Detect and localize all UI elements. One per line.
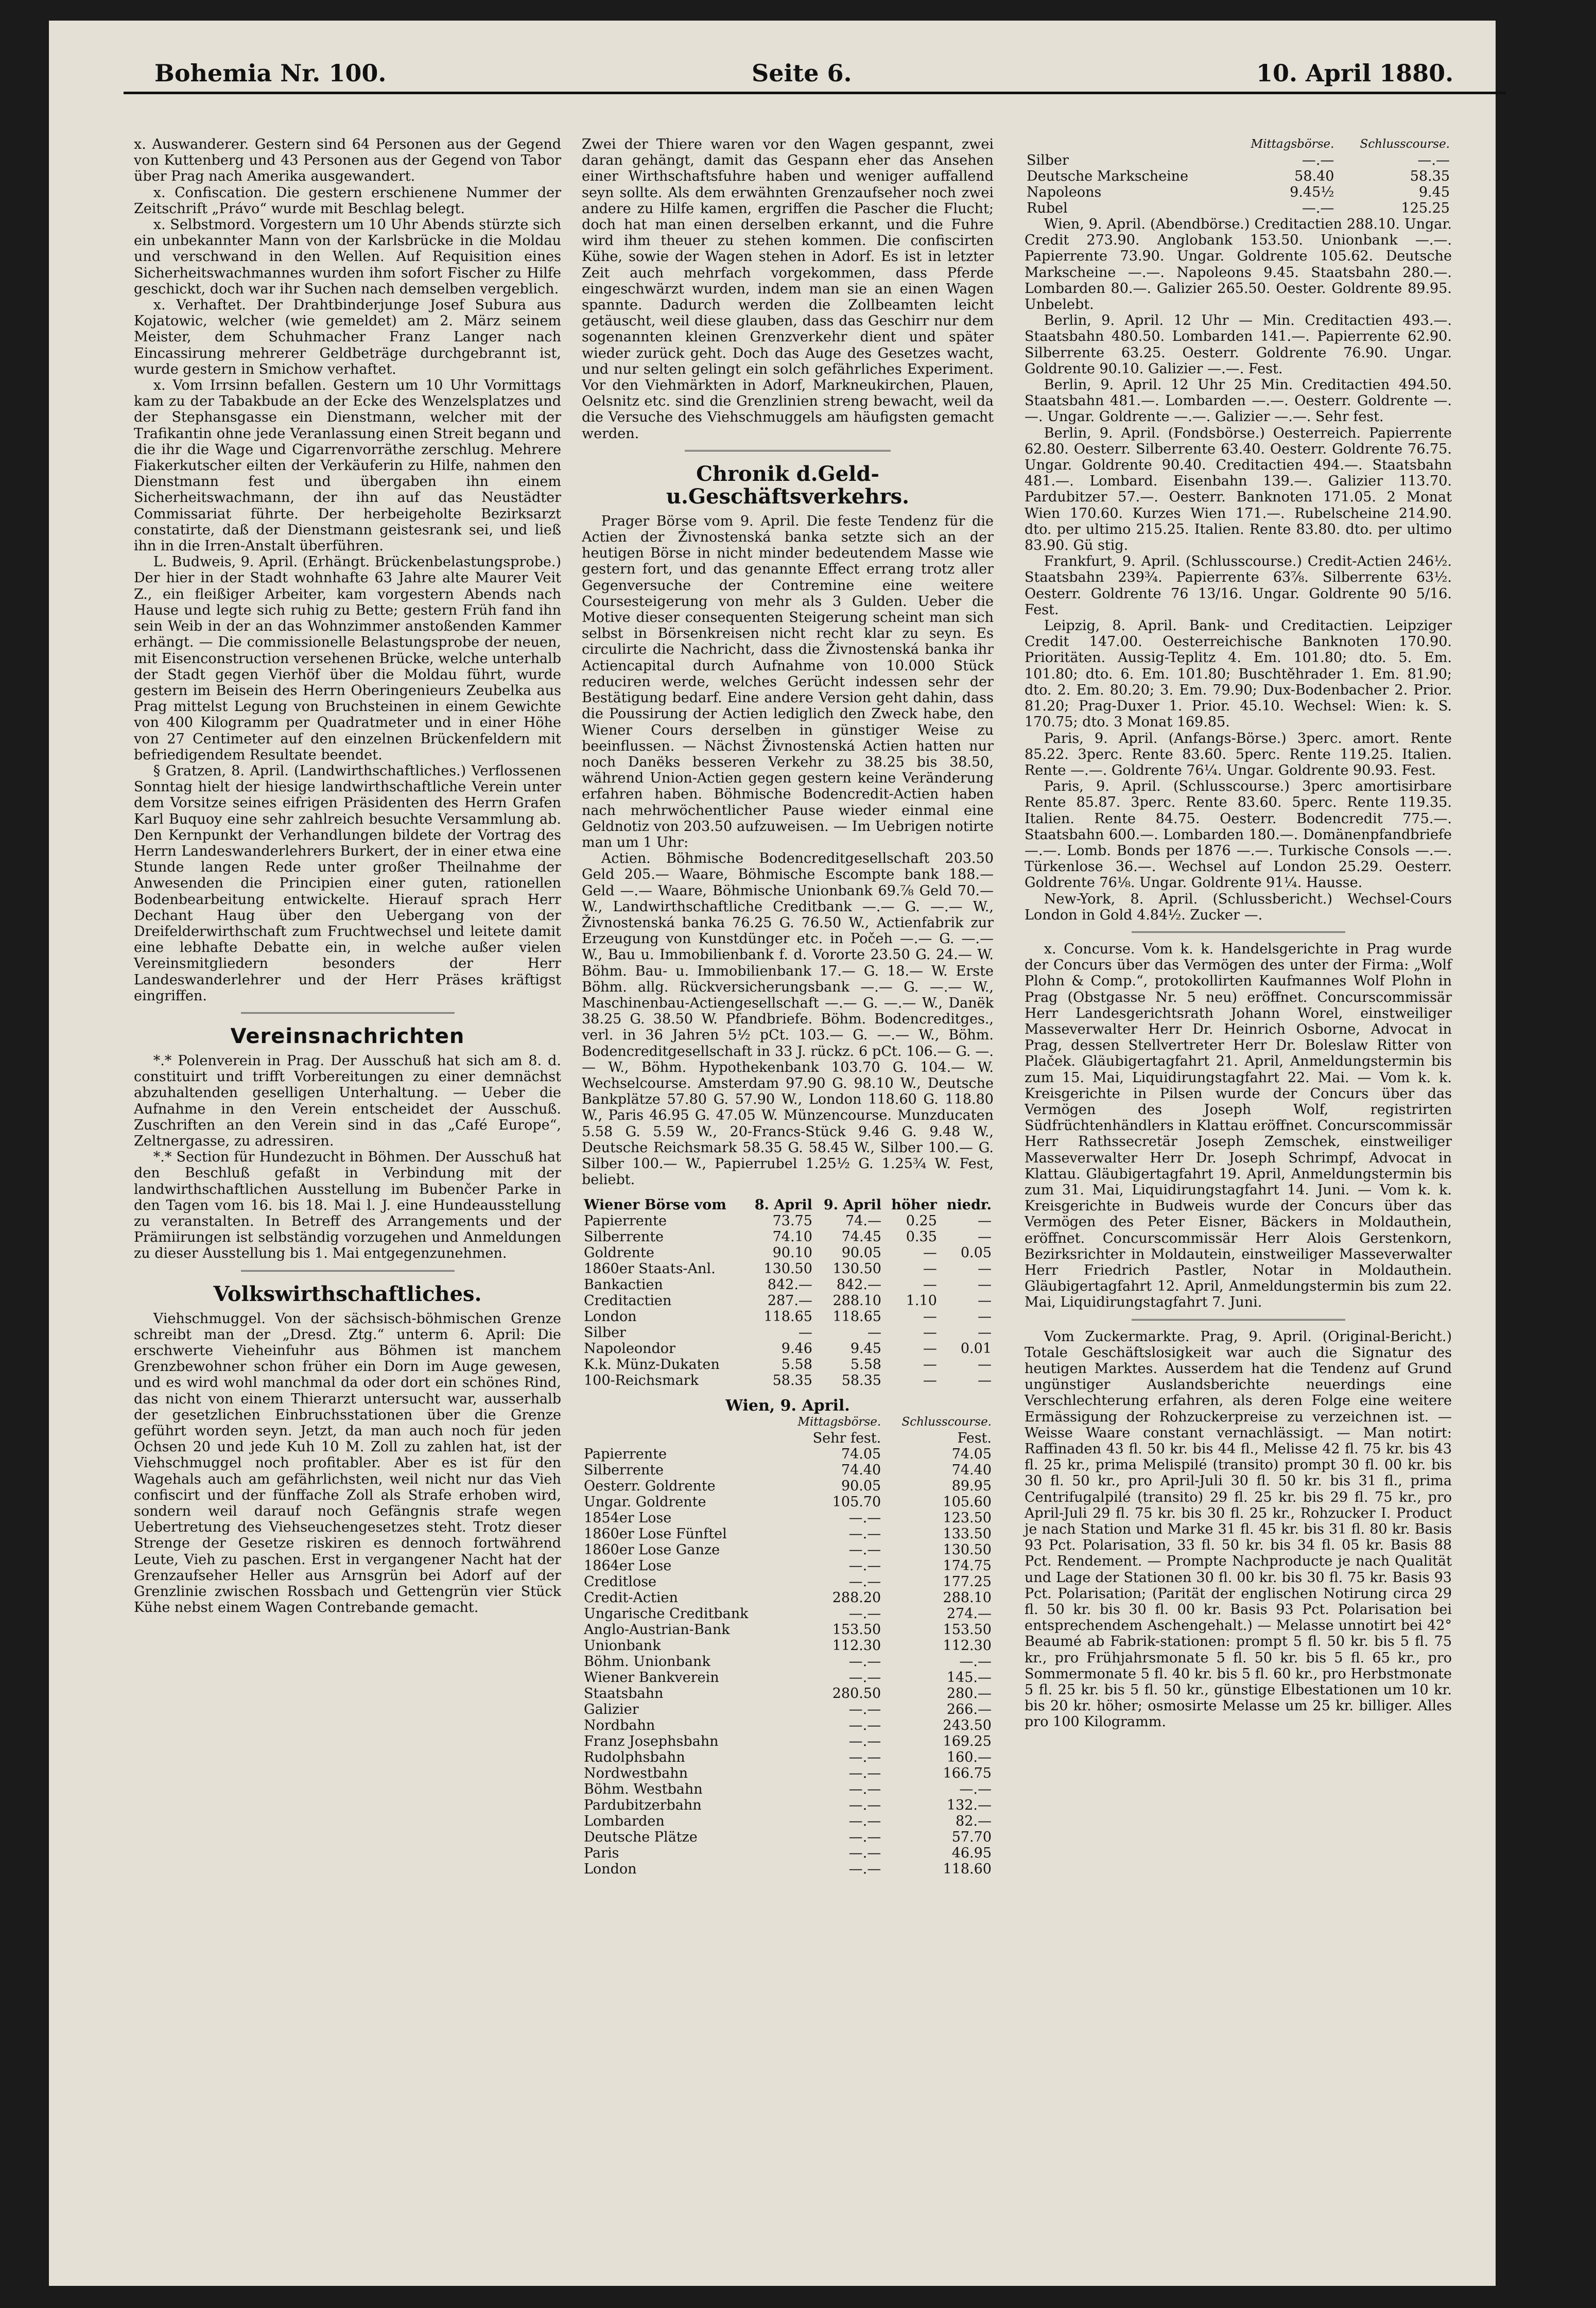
table-cell: —.— <box>848 1733 881 1749</box>
table-row <box>582 1245 994 1261</box>
table-cell: 1.10 <box>906 1293 937 1309</box>
article: x. Selbstmord. Vorgestern um 10 Uhr Abends stürzte sich ein unbekannter Mann von der Karlsbrücke in die Moldau und verschwand in den Wellen. Auf Requisition eines Sicherheitswachmannes wurden ihm sofort Fischer zu Hilfe geschickt, doch war ihr Suchen nach demselben vergeblich. <box>134 217 561 297</box>
table-cell: Creditlose <box>584 1573 657 1590</box>
table-row <box>582 1845 994 1861</box>
table-cell: —.— <box>848 1653 881 1670</box>
table-cell: —.— <box>848 1765 881 1781</box>
market-reports <box>1025 216 1452 923</box>
table-row <box>1025 168 1452 184</box>
table-body <box>582 1213 994 1389</box>
table-cell: Unionbank <box>584 1637 661 1654</box>
table-cell: 9.46 <box>781 1341 812 1357</box>
table-cell: 1860er Lose Ganze <box>584 1541 720 1558</box>
table-row <box>582 1309 994 1325</box>
article: Actien. Böhmische Bodencreditgesellschaft 203.50 Geld 205.— Waare, Böhmische Escompte bank 188.— Geld —.— Waare, Böhmische Unionbank 69.⅞ Geld 70.— W., Landwirthschaftliche Creditbank —.— G. —.— W., Živnostenská banka 76.25 G. 76.50 W., Actienfabrik zur Erzeugung von Kunstdünger etc. in Počeh —.— G. —.— W., Bau u. Immobilienbank f. d. Vororte 23.50 G. 24.— W. Böhm. Bau- u. Immobilienbank 17.— G. 18.— W. Erste Böhm. allg. Rückversicherungsbank —.— G. —.— W., Maschinenbau-Actiengesellschaft —.— G. —.— W., Danëk 38.25 G. 38.50 W. Pfandbriefe. Böhm. Bodencreditges., verl. in 36 Jahren 5½ pCt. 103.— G. —.— W., Böhm. Bodencreditgesellschaft in 33 J. rückz. 6 pCt. 106.— G. —.— W., Böhm. Hypothekenbank 103.70 G. 104.— W. Wechselcourse. Amsterdam 97.90 G. 98.10 W., Deutsche Bankplätze 57.80 G. 57.90 W., London 118.60 G. 118.80 W., Paris 46.95 G. 47.05 W. Münzencourse. Munzducaten 5.58 G. 5.59 W., 20-Francs-Stück 9.46 G. 9.48 W., Deutsche Reichsmark 58.35 G. 58.45 W., Silber 100.— G. Silber 100.— W., Papierrubel 1.25½ G. 1.25¾ W. Fest, beliebt. <box>582 851 994 1188</box>
table-row <box>582 1478 994 1494</box>
table-row <box>582 1325 994 1341</box>
article: Zwei der Thiere waren vor den Wagen gespannt, zwei daran gehängt, damit das Gespann eher das Ansehen einer Wirthschaftsfuhre haben und weniger auffallend seyn sollte. Als dem erwähnten Grenzaufseher noch zwei andere zu Hilfe kamen, ergriffen die Pascher die Flucht; doch hat man einen derselben erkannt, und die Fuhre wird ihm theuer zu stehen kommen. Die confiscirten Kühe, sowie der Wagen stehen in Adorf. Es ist in letzter Zeit auch mehrfach vorgekommen, dass Pferde eingeschwärzt wurden, indem man sie an einen Wagen spannte. Dadurch werden die Zollbeamten leicht getäuscht, weil diese glauben, dass das Geschirr nur dem sogenannten kleinen Grenzverkehr dient und später wieder zurück geht. Doch das Auge des Gesetzes wacht, und nur selten gelingt ein solch gefährliches Experiment. Vor den Viehmärkten in Adorf, Markneukirchen, Plauen, Oelsnitz etc. sind die Grenzlinien streng bewacht, weil da die Versuche des Viehschmuggels am häufigsten gemacht werden. <box>582 136 994 442</box>
table-cell: Papierrente <box>584 1213 667 1229</box>
table-cell: Rubel <box>1027 200 1068 216</box>
table-subhead: Mittagsbörse. <box>797 1415 881 1429</box>
table-cell: —.— <box>959 1781 992 1797</box>
table-row <box>582 1357 994 1373</box>
table-cell: 118.60 <box>943 1861 992 1877</box>
table-cell: 166.75 <box>943 1765 992 1781</box>
table-cell: Silber <box>584 1325 626 1341</box>
market-report: Frankfurt, 9. April. (Schlusscourse.) Credit-Actien 246½. Staatsbahn 239¾. Papierrente 63⅞. Silberrente 63½. Oesterr. Goldrente 76 13/16. Ungar. Goldrente 90 5/16. Fest. <box>1025 553 1452 618</box>
table-cell: 9.45½ <box>1290 184 1334 200</box>
table-cell: 90.10 <box>772 1245 812 1261</box>
table-header: 9. April <box>823 1197 881 1213</box>
table-cell: 9.45 <box>1418 184 1450 200</box>
table-row <box>582 1510 994 1526</box>
table-cell: 90.05 <box>841 1478 881 1494</box>
table-cell: —.— <box>848 1781 881 1797</box>
table-cell: 145.— <box>946 1669 992 1686</box>
table-cell: 46.95 <box>951 1845 992 1861</box>
table-cell: K.k. Münz-Dukaten <box>584 1357 720 1373</box>
market-report: Leipzig, 8. April. Bank- und Creditactien. Leipziger Credit 147.00. Oesterreichische Banknoten 170.90. Prioritäten. Aussig-Teplitz 4. Em. 101.80; dto. 5. Em. 101.80; dto. 6. Em. 101.80; Buschtěhrader 1. Em. 81.90; dto. 2. Em. 80.20; 3. Em. 79.90; Dux-Bodenbacher 2. Prior. 81.20; Prag-Duxer 1. Prior. 45.10. Wechsel: Wien: k. S. 170.75; dto. 3 Monat 169.85. <box>1025 618 1452 731</box>
table-cell: 112.30 <box>832 1637 881 1654</box>
table-cell: 280.50 <box>832 1685 881 1702</box>
table-row <box>582 1590 994 1606</box>
table-cell: 9.45 <box>850 1341 881 1357</box>
table-cell: Papierrente <box>584 1446 667 1462</box>
table-cell: 243.50 <box>943 1717 992 1733</box>
table-cell: 160.— <box>946 1749 992 1765</box>
divider <box>685 450 891 452</box>
table-cell: 118.65 <box>764 1309 812 1325</box>
table-header: niedr. <box>946 1197 992 1213</box>
table-cell: —.— <box>848 1669 881 1686</box>
table-cell: 842.— <box>836 1277 881 1293</box>
wien-course-table <box>582 1414 994 1877</box>
table-row <box>582 1494 994 1510</box>
table-cell: —.— <box>1302 200 1334 216</box>
table-cell: 125.25 <box>1401 200 1450 216</box>
divider <box>241 1012 455 1014</box>
table-cell: 288.10 <box>943 1589 992 1606</box>
table-cell: — <box>798 1325 812 1341</box>
table-cell: —.— <box>959 1653 992 1670</box>
table-cell: 58.35 <box>772 1373 812 1389</box>
section-title-chronik: Chronik d.Geld-u.Geschäftsverkehrs. <box>666 461 910 509</box>
header-center: Seite 6. <box>752 59 852 87</box>
table-row <box>582 1813 994 1829</box>
table-cell: —.— <box>848 1861 881 1877</box>
table-cell: 105.70 <box>832 1494 881 1510</box>
table-cell: —.— <box>1417 152 1450 168</box>
table-cell: Anglo-Austrian-Bank <box>584 1621 730 1638</box>
table-cell: —.— <box>848 1829 881 1845</box>
section-title-vereinsnachrichten: Vereinsnachrichten <box>230 1024 465 1048</box>
table-cell: — <box>978 1293 992 1309</box>
wiener-boerse-table <box>582 1197 994 1389</box>
table-cell: 100-Reichsmark <box>584 1373 699 1389</box>
article: L. Budweis, 9. April. (Erhängt. Brückenbelastungsprobe.) Der hier in der Stadt wohnhafte 63 Jahre alte Maurer Veit Z., ein fleißiger Arbeiter, kam vorgestern Abends nach Hause und legte sich ruhig zu Bette; gestern Früh fand ihn sein Weib in der an das Wohnzimmer anstoßenden Kammer erhängt. — Die commissionelle Belastungsprobe der neuen, mit Eisenconstruction versehenen Brücke, welche unterhalb der Stadt gegen Vierhöf über die Moldau führt, wurde gestern im Beisein des Herrn Oberingenieurs Zeubelka aus Prag mittelst Legung von Bruchsteinen in einem Gewichte von 400 Kilogramm per Quadratmeter und in einer Höhe von 27 Centimeter auf den einzelnen Brückenfeldern mit befriedigendem Resultate beendet. <box>134 554 561 763</box>
table-row <box>1025 152 1452 168</box>
table-row <box>582 1229 994 1245</box>
table-row <box>582 1829 994 1845</box>
table-cell: 0.05 <box>960 1245 992 1261</box>
market-report: Paris, 9. April. (Schlusscourse.) 3perc amortisirbare Rente 85.87. 3perc. Rente 83.60. 5perc. Rente 119.35. Italien. Rente 84.75. Oesterr. Bodencredit 775.—. Staatsbahn 600.—. Lombarden 180.—. Domänenpfandbriefe —.—. Lomb. Bonds per 1876 —.—. Turkische Consols —.—. Türkenlose 36.—. Wechsel auf London 25.29. Oesterr. Goldrente 76⅛. Ungar. Goldrente 91¼. Hausse. <box>1025 778 1452 891</box>
table-cell: 153.50 <box>832 1621 881 1638</box>
table-row <box>582 1797 994 1813</box>
table-cell: —.— <box>848 1701 881 1717</box>
table-cell: — <box>978 1261 992 1277</box>
table-cell: Deutsche Markscheine <box>1027 168 1189 184</box>
table-cell: Lombarden <box>584 1813 665 1829</box>
table-cell: Silberrente <box>584 1462 664 1478</box>
table-row <box>582 1670 994 1686</box>
market-report: Wien, 9. April. (Abendbörse.) Creditactien 288.10. Ungar. Credit 273.90. Anglobank 153.50. Unionbank —.—. Papierrente 73.90. Ungar. Goldrente 105.62. Deutsche Markscheine —.—. Napoleons 9.45. Staatsbahn 280.—. Lombarden 80.—. Galizier 265.50. Oester. Goldrente 89.95. Unbelebt. <box>1025 216 1452 313</box>
table-row <box>582 1373 994 1389</box>
table-cell: — <box>923 1261 937 1277</box>
table-subhead: Sehr fest. <box>812 1430 881 1446</box>
table-cell: — <box>923 1325 937 1341</box>
table-cell: 5.58 <box>781 1357 812 1373</box>
table-cell: —.— <box>848 1557 881 1574</box>
table-cell: Bankactien <box>584 1277 663 1293</box>
table-row <box>582 1702 994 1717</box>
divider <box>241 1270 455 1272</box>
table-row <box>582 1213 994 1229</box>
table-cell: Silber <box>1027 152 1069 168</box>
table-cell: 74.10 <box>772 1229 812 1245</box>
table-row <box>582 1733 994 1749</box>
table-cell: —.— <box>848 1573 881 1590</box>
article-zuckermarkt: Vom Zuckermarkte. Prag, 9. April. (Original-Bericht.) Totale Geschäftslosigkeit war auch die Signatur des heutigen Marktes. Ausserdem hat die Tendenz auf Grund ungünstiger Auslandsberichte neuerdings eine Verschlechterung erfahren, als deren Folge eine weitere Ermässigung der Rohzuckerpreise zu verzeichnen ist. — Weisse Waare constant vernachlässigt. — Man notirt: Raffinaden 43 fl. 50 kr. bis 44 fl., Melisse 42 fl. 75 kr. bis 43 fl. 25 kr., prima Melispilé (transito) prompt 30 fl. 00 kr. bis 30 fl. 50 kr., pro April-Juli 30 fl. 50 kr. bis 31 fl., prima Centrifugalpilé (transito) 29 fl. 25 kr. bis 29 fl. 75 kr., pro April-Juli 29 fl. 75 kr. bis 30 fl. 25 kr., Rohzucker I. Product je nach Station und Marke 31 fl. 45 kr. bis 31 fl. 80 kr. Basis 93 Pct. Polarisation, 33 fl. 50 kr. bis 34 fl. 05 kr. Basis 88 Pct. Rendement. — Prompte Nachproducte je nach Qualität und Lage der Stationen 30 fl. 00 kr. bis 30 fl. 75 kr. Basis 93 Pct. Polarisation; (Parität der englischen Notirung circa 29 fl. 50 kr. bis 30 fl. 00 kr. Basis 93 Pct. Polarisation bei entsprechendem Aschengehalt.) — Melasse unnotirt bei 42° Beaumé ab Fabrik-stationen: prompt 5 fl. 50 kr. bis 5 fl. 75 kr., pro Frühjahrsmonate 5 fl. 50 kr. bis 5 fl. 65 kr., pro Sommermonate 5 fl. 40 kr. bis 5 fl. 60 kr., pro Herbstmonate 5 fl. 25 kr. bis 5 fl. 50 kr., günstige Elbestationen um 10 kr. bis 20 kr. höher; osmosirte Melasse um 25 kr. billiger. Alles pro 100 Kilogramm. <box>1025 1328 1452 1730</box>
table-header: 8. April <box>754 1197 812 1213</box>
table-cell: 274.— <box>946 1605 992 1622</box>
table-row <box>582 1781 994 1797</box>
top-course-table <box>1025 136 1452 216</box>
table-cell: Silberrente <box>584 1229 664 1245</box>
article: Prager Börse vom 9. April. Die feste Tendenz für die Actien der Živnostenská banka setzte sich an der heutigen Börse in nicht minder bedeutendem Masse wie gestern fort, und das genannte Effect errang trotz aller Gegenversuche der Contremine eine weitere Coursesteigerung von mehr als 3 Gulden. Ueber die Motive dieser consequenten Steigerung scheint man sich selbst in Börsenkreisen nicht recht klar zu seyn. Es circulirte die Nachricht, dass die Živnostenská banka ihr Actiencapital durch Aufnahme von 10.000 Stück reduciren werde, welches Gerücht indessen sehr der Bestätigung bedarf. Eine andere Version geht dahin, dass die Poussirung der Actien lediglich den Zweck habe, den Wiener Cours derselben in günstiger Weise zu beeinflussen. — Nächst Živnostenská Actien hatten nur noch Danëks besseren Verkehr zu 38.25 bis 38.50, während Union-Actien gegen gestern keine Veränderung erfahren haben. Böhmische Bodencredit-Actien haben nach mehrwöchentlicher Pause wieder einmal eine Geldnotiz von 203.50 aufzuweisen. — Im Uebrigen notirte man um 1 Uhr: <box>582 513 994 851</box>
table-cell: 1860er Lose Fünftel <box>584 1525 727 1542</box>
table-cell: Goldrente <box>584 1245 654 1261</box>
table-cell: —.— <box>848 1797 881 1813</box>
table-row <box>582 1861 994 1877</box>
header-right: 10. April 1880. <box>1256 59 1454 87</box>
article: x. Confiscation. Die gestern erschienene Nummer der Zeitschrift „Právo“ wurde mit Beschlag belegt. <box>134 184 561 217</box>
table-cell: —.— <box>848 1717 881 1733</box>
table-cell: 58.35 <box>1410 168 1450 184</box>
article: *.* Polenverein in Prag. Der Ausschuß hat sich am 8. d. constituirt und trifft Vorbereitungen zu einer demnächst abzuhaltenden geselligen Unterhaltung. — Ueber die Aufnahme in den Verein entscheidet der Ausschuß. Zuschriften an den Verein sind in das „Café Europe“, Zeltnergasse, zu adressiren. <box>134 1052 561 1149</box>
header-rule <box>124 92 1506 94</box>
table-header: Wiener Börse vom <box>584 1197 726 1213</box>
table-cell: —.— <box>848 1749 881 1765</box>
column-3 <box>1025 136 1452 1730</box>
table-cell: Nordbahn <box>584 1717 655 1733</box>
divider <box>1132 931 1345 933</box>
table-cell: London <box>584 1861 637 1877</box>
table-row <box>582 1261 994 1277</box>
table-cell: Pardubitzerbahn <box>584 1797 702 1813</box>
market-report: Berlin, 9. April. 12 Uhr — Min. Creditactien 493.—. Staatsbahn 480.50. Lombarden 141.—. Papierrente 62.90. Silberrente 63.25. Oesterr. Goldrente 76.90. Ungar. Goldrente 90.10. Galizier —.—. Fest. <box>1025 313 1452 377</box>
table-cell: — <box>978 1277 992 1293</box>
table-cell: — <box>923 1277 937 1293</box>
table-cell: 57.70 <box>951 1829 992 1845</box>
table-cell: 130.50 <box>764 1261 812 1277</box>
table-cell: — <box>923 1309 937 1325</box>
table-cell: 133.50 <box>943 1525 992 1542</box>
table-cell: 174.75 <box>943 1557 992 1574</box>
table-cell: — <box>978 1309 992 1325</box>
table-cell: 1860er Staats-Anl. <box>584 1261 716 1277</box>
table-cell: 280.— <box>946 1685 992 1702</box>
table-cell: 112.30 <box>943 1637 992 1654</box>
article: x. Vom Irrsinn befallen. Gestern um 10 Uhr Vormittags kam zu der Tabakbude an der Ecke des Wenzelsplatzes und der Stephansgasse ein Dienstmann, welcher mit der Trafikantin ohne jede Veranlassung einen Streit begann und die ihr die Wage und Cigarrenvorräthe zerschlug. Mehrere Fiakerkutscher eilten der Verkäuferin zu Hilfe, nahmen den Dienstmann fest und übergaben ihn einem Sicherheitswachmann, der ihn auf das Neustädter Commissariat führte. Der herbeigeholte Bezirksarzt constatirte, daß der Dienstmann geistesrank sei, und ließ ihn in die Irren-Anstalt überführen. <box>134 377 561 554</box>
table-row <box>1025 200 1452 216</box>
table-cell: — <box>923 1357 937 1373</box>
wien-title: Wien, 9. April. <box>725 1397 850 1415</box>
table-cell: 1864er Lose <box>584 1557 672 1574</box>
table-cell: Galizier <box>584 1701 639 1717</box>
article: Viehschmuggel. Von der sächsisch-böhmischen Grenze schreibt man der „Dresd. Ztg.“ unterm 6. April: Die erschwerte Vieheinfuhr aus Böhmen ist manchem Grenzbewohner schon früher ein Dorn im Auge gewesen, und es wird wohl manchmal da oder dort ein schönes Rind, das nicht von einem Thierarzt untersucht war, ausserhalb der gesetzlichen Einbruchsstationen über die Grenze geführt worden seyn. Jetzt, da man auch noch für jeden Ochsen 20 und jede Kuh 10 M. Zoll zu zahlen hat, ist der Viehschmuggel noch profitabler. Aber es ist für den Wagehals auch am gefährlichsten, weil nicht nur das Vieh confiscirt und der fünffache Zoll als Strafe erhoben wird, sondern weil darauf noch Gefängnis strafe wegen Uebertretung des Viehseuchengesetzes steht. Trotz dieser Strenge der Gesetze riskiren es dennoch fortwährend Leute, Vieh zu paschen. Erst in vergangener Nacht hat der Grenzaufseher Heller aus Arnsgrün bei Adorf auf der Grenzlinie zwischen Rossbach und Gettengrün vier Stück Kühe nebst einem Wagen Contrebande gemacht. <box>134 1310 561 1616</box>
article: x. Auswanderer. Gestern sind 64 Personen aus der Gegend von Kuttenberg und 43 Personen aus der Gegend von Tabor über Prag nach Amerika ausgewandert. <box>134 136 561 185</box>
table-row <box>582 1654 994 1670</box>
market-report: New-York, 8. April. (Schlussbericht.) Wechsel-Cours London in Gold 4.84½. Zucker —. <box>1025 891 1452 923</box>
table-row <box>582 1542 994 1558</box>
table-cell: — <box>978 1213 992 1229</box>
table-row <box>582 1749 994 1765</box>
table-cell: Nordwestbahn <box>584 1765 688 1781</box>
table-row <box>582 1622 994 1638</box>
table-cell: Credit-Actien <box>584 1589 678 1606</box>
table-cell: 105.60 <box>943 1494 992 1510</box>
table-cell: 842.— <box>767 1277 812 1293</box>
table-cell: Ungarische Creditbank <box>584 1605 749 1622</box>
table-cell: 73.75 <box>772 1213 812 1229</box>
article: § Gratzen, 8. April. (Landwirthschaftliches.) Verflossenen Sonntag hielt der hiesige landwirthschaftliche Verein unter dem Vorsitze seines eifrigen Präsidenten des Herrn Grafen Karl Buquoy eine sehr zahlreich besuchte Versammlung ab. Den Kernpunkt der Verhandlungen bildete der Vortrag des Herrn Landeswanderlehrers Burkert, der in einer etwa eine Stunde langen Rede unter großer Theilnahme der Anwesenden die Principien einer guten, rationellen Bodenbearbeitung entwickelte. Hierauf sprach Herr Dechant Haug über den Uebergang von der Dreifelderwirthschaft zum Fruchtwechsel und leitete damit eine lebhafte Debatte ein, in welche außer vielen Vereinsmitgliedern besonders der Herr Landeswanderlehrer und der Herr Präses kräftigst eingriffen. <box>134 762 561 1004</box>
table-cell: — <box>978 1229 992 1245</box>
table-row <box>582 1277 994 1293</box>
table-row <box>582 1606 994 1622</box>
table-cell: 74.45 <box>841 1229 881 1245</box>
table-row <box>582 1293 994 1309</box>
table-row <box>1025 184 1452 200</box>
table-cell: 58.40 <box>1294 168 1334 184</box>
table-row <box>582 1686 994 1702</box>
table-cell: Böhm. Unionbank <box>584 1653 710 1670</box>
table-cell: 74.— <box>845 1213 881 1229</box>
table-body <box>582 1446 994 1877</box>
table-cell: —.— <box>848 1525 881 1542</box>
table-cell: 74.40 <box>951 1462 992 1478</box>
table-subhead: Mittagsbörse. <box>1251 137 1334 151</box>
table-row <box>582 1765 994 1781</box>
divider <box>1132 1319 1345 1321</box>
table-cell: 1854er Lose <box>584 1509 672 1526</box>
table-cell: 74.05 <box>841 1446 881 1462</box>
table-cell: Oesterr. Goldrente <box>584 1478 716 1494</box>
table-row <box>582 1717 994 1733</box>
table-cell: Ungar. Goldrente <box>584 1494 706 1510</box>
table-cell: —.— <box>848 1509 881 1526</box>
table-row <box>582 1526 994 1542</box>
table-cell: Paris <box>584 1845 619 1861</box>
table-cell: 288.10 <box>832 1293 881 1309</box>
table-cell: —.— <box>848 1605 881 1622</box>
market-report: Paris, 9. April. (Anfangs-Börse.) 3perc. amort. Rente 85.22. 3perc. Rente 83.60. 5perc. Rente 119.25. Italien. Rente —.—. Goldrente 76¼. Ungar. Goldrente 90.93. Fest. <box>1025 730 1452 778</box>
table-cell: 0.25 <box>906 1213 937 1229</box>
table-cell: 0.01 <box>960 1341 992 1357</box>
column-1 <box>134 136 561 1616</box>
table-subhead: Fest. <box>957 1430 992 1446</box>
table-cell: 0.35 <box>906 1229 937 1245</box>
table-cell: 90.05 <box>841 1245 881 1261</box>
market-report: Berlin, 9. April. 12 Uhr 25 Min. Creditactien 494.50. Staatsbahn 481.—. Lombarden —.—. Oesterr. Goldrente —.—. Ungar. Goldrente —.—. Galizier —.—. Sehr fest. <box>1025 377 1452 425</box>
table-row <box>582 1341 994 1357</box>
table-cell: 169.25 <box>943 1733 992 1749</box>
table-cell: Napoleondor <box>584 1341 675 1357</box>
table-cell: 74.40 <box>841 1462 881 1478</box>
table-cell: — <box>978 1373 992 1389</box>
table-cell: — <box>923 1245 937 1261</box>
table-cell: 130.50 <box>832 1261 881 1277</box>
table-cell: London <box>584 1309 637 1325</box>
table-cell: 132.— <box>946 1797 992 1813</box>
table-row <box>582 1638 994 1654</box>
table-cell: 153.50 <box>943 1621 992 1638</box>
table-cell: 288.20 <box>832 1589 881 1606</box>
table-row <box>582 1574 994 1590</box>
article: *.* Section für Hundezucht in Böhmen. Der Ausschuß hat den Beschluß gefaßt in Verbindung mit der landwirthschaftlichen Ausstellung im Bubenčer Parke in den Tagen vom 16. bis 18. Mai l. J. eine Hundeausstellung zu veranstalten. In Betreff des Arrangements und der Prämiirungen ist selbständig vorzugehen und Anmeldungen zu dieser Ausstellung bis 1. Mai entgegenzunehmen. <box>134 1149 561 1262</box>
market-report: Berlin, 9. April. (Fondsbörse.) Oesterreich. Papierrente 62.80. Oesterr. Silberrente 63.40. Oesterr. Goldrente 76.75. Ungar. Goldrente 90.40. Creditactien 494.—. Staatsbahn 481.—. Lombard. Eisenbahn 139.—. Galizier 113.70. Pardubitzer 57.—. Oesterr. Banknoten 171.05. 2 Monat Wien 170.60. Kurzes Wien 171.—. Rubelscheine 214.90. dto. per ultimo 215.25. Italien. Rente 83.80. dto. per ultimo 83.90. Gü stig. <box>1025 425 1452 554</box>
table-cell: 118.65 <box>832 1309 881 1325</box>
table-cell: —.— <box>848 1541 881 1558</box>
table-cell: 89.95 <box>951 1478 992 1494</box>
table-cell: — <box>923 1341 937 1357</box>
table-cell: —.— <box>848 1845 881 1861</box>
table-cell: 130.50 <box>943 1541 992 1558</box>
article-concurse: x. Concurse. Vom k. k. Handelsgerichte in Prag wurde der Concurs über das Vermögen des unter der Firma: „Wolf Plohn & Comp.“, protokollirten Kaufmannes Wolf Plohn in Prag (Obstgasse Nr. 5 neu) eröffnet. Concurscommissär Herr Landesgerichtsrath Johann Worel, einstweiliger Masseverwalter Herr Dr. Heinrich Osborne, Advocat in Prag, dessen Stellvertreter Herr Dr. Boleslaw Ritter von Plaček. Gläubigertagfahrt 21. April, Anmeldungstermin bis zum 15. Mai, Liquidirungstagfahrt 22. Mai. — Vom k. k. Kreisgerichte in Pilsen wurde der Concurs über das Vermögen des Joseph Wolf, registrirten Südfrüchtenhändlers in Klattau eröffnet. Concurscommissär Herr Rathssecretär Joseph Zemschek, einstweiliger Masseverwalter Herr Dr. Joseph Schrimpf, Advocat in Klattau. Gläubigertagfahrt 19. April, Anmeldungstermin bis zum 31. Mai, Liquidirungstagfahrt 14. Juni. — Vom k. k. Kreisgerichte in Budweis wurde der Concurs über das Vermögen des Peter Eisner, Bäckers in Moldauthein, eröffnet. Concurscommissär Herr Alois Gerstenkorn, Bezirksrichter in Moldautein, einstweiliger Masseverwalter Herr Friedrich Pastler, Notar in Moldauthein. Gläubigertagfahrt 12. April, Anmeldungstermin bis zum 22. Mai, Liquidirungstagfahrt 7. Juni. <box>1025 941 1452 1311</box>
table-row <box>582 1462 994 1478</box>
table-subhead: Schlusscourse. <box>1360 137 1450 151</box>
table-cell: —.— <box>848 1813 881 1829</box>
table-row <box>582 1446 994 1462</box>
table-cell: Creditactien <box>584 1293 672 1309</box>
table-cell: Deutsche Plätze <box>584 1829 698 1845</box>
table-cell: 287.— <box>767 1293 812 1309</box>
table-cell: Franz Josephsbahn <box>584 1733 719 1749</box>
table-cell: 58.35 <box>841 1373 881 1389</box>
table-cell: 177.25 <box>943 1573 992 1590</box>
table-cell: 123.50 <box>943 1509 992 1526</box>
section-title-volkswirthschaftliches: Volkswirthschaftliches. <box>213 1281 482 1306</box>
table-cell: —.— <box>1302 152 1334 168</box>
table-cell: — <box>923 1373 937 1389</box>
table-cell: Staatsbahn <box>584 1685 664 1702</box>
table-cell: 5.58 <box>850 1357 881 1373</box>
table-cell: — <box>978 1357 992 1373</box>
table-cell: Wiener Bankverein <box>584 1669 719 1686</box>
table-cell: Rudolphsbahn <box>584 1749 685 1765</box>
table-cell: 266.— <box>946 1701 992 1717</box>
table-cell: Böhm. Westbahn <box>584 1781 703 1797</box>
table-cell: Napoleons <box>1027 184 1102 200</box>
table-subhead: Schlusscourse. <box>901 1415 992 1429</box>
table-body <box>1025 152 1452 216</box>
header-left: Bohemia Nr. 100. <box>154 59 387 87</box>
table-cell: 74.05 <box>951 1446 992 1462</box>
column-2 <box>582 136 994 1877</box>
table-row <box>582 1558 994 1574</box>
table-cell: — <box>867 1325 881 1341</box>
table-cell: 82.— <box>956 1813 992 1829</box>
article: x. Verhaftet. Der Drahtbinderjunge Josef Subura aus Kojatowic, welcher (wie gemeldet) am 2. März seinem Meister, dem Schuhmacher Franz Langer nach Eincassirung mehrerer Geldbeträge durchgebrannt ist, wurde gestern in Smichow verhaftet. <box>134 297 561 377</box>
table-header: höher <box>891 1197 937 1213</box>
table-cell: — <box>978 1325 992 1341</box>
